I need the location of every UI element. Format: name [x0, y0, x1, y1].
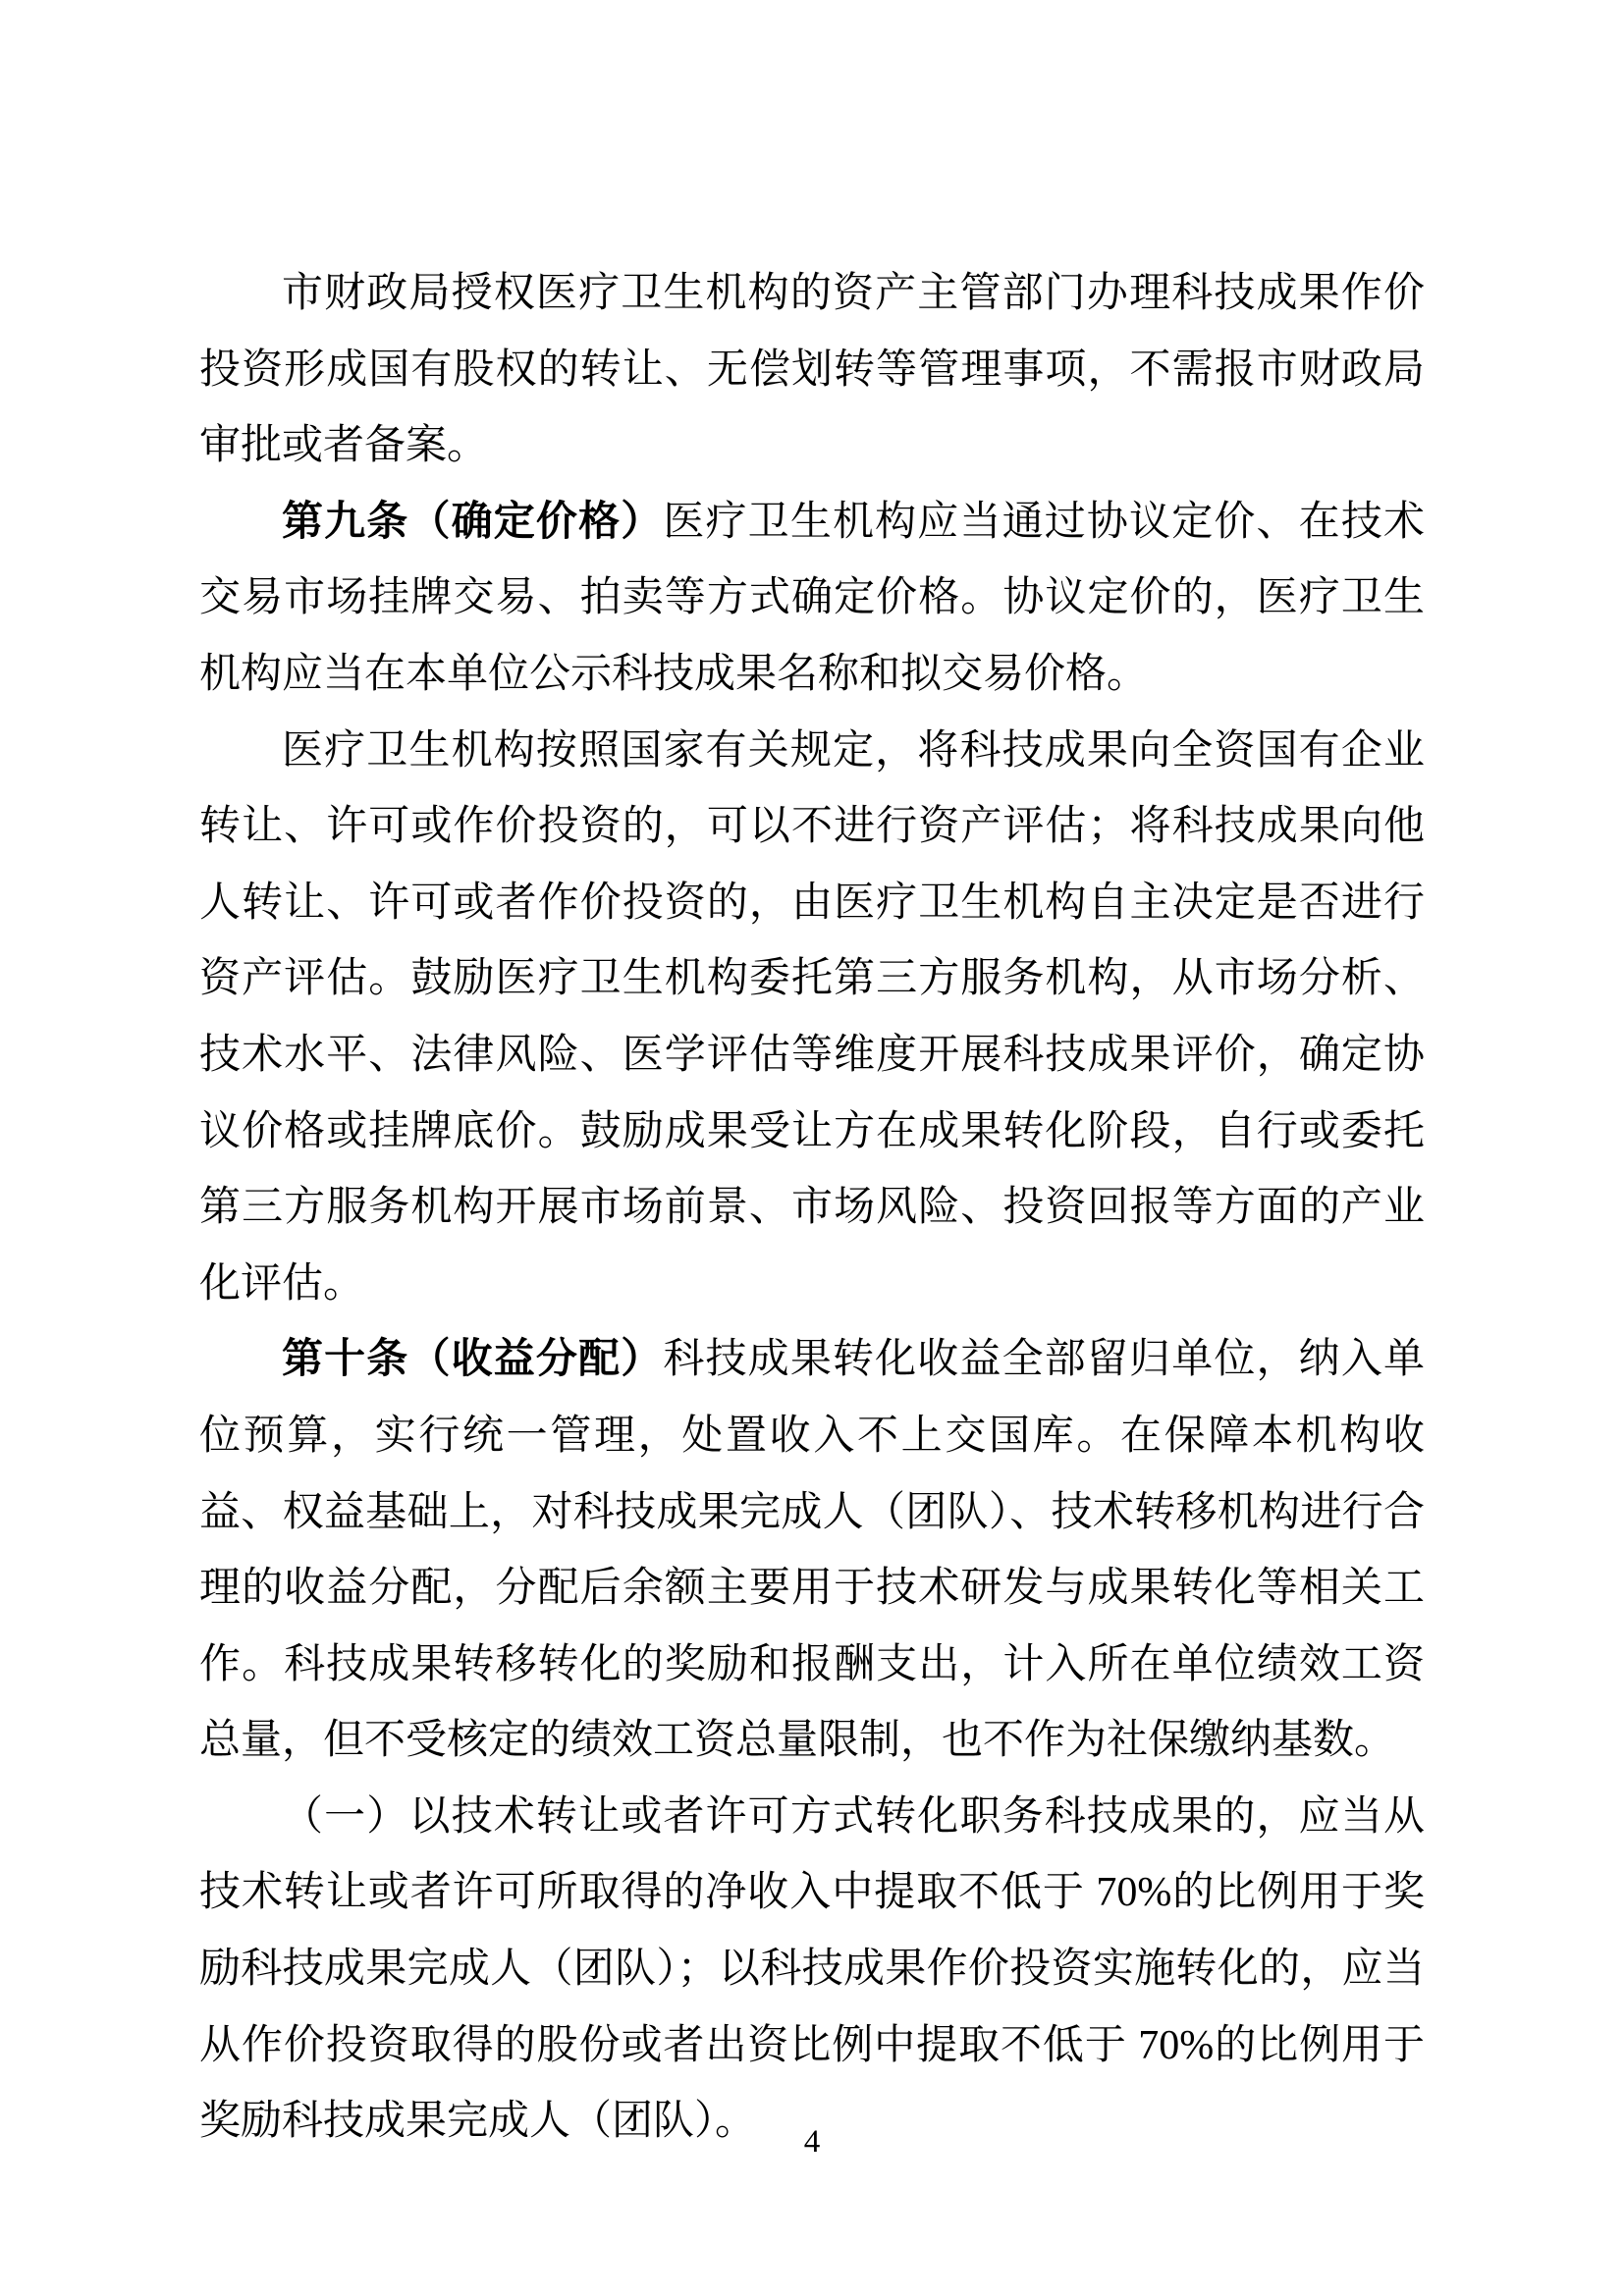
article-heading: 第十条（收益分配） — [282, 1337, 664, 1383]
document-body — [199, 256, 1425, 2161]
text-run: 科技成果转化收益全部留归单位，纳入单位预算，实行统一管理，处置收入不上交国库。在保障本机构收益、权益基础上，对科技成果完成人（团队）、技术转移机构进行合理的收益分配，分配后余额主要用于技术研发与成果转化等相关工作。科技成果转移转化的奖励和报酬支出，计入所在单位绩效工资总量，但不受核定的绩效工资总量限制，也不作为社保缴纳基数。 — [199, 1337, 1425, 1764]
page-number: 4 — [803, 2124, 821, 2160]
para-item-1-reward-ratio — [199, 1780, 1425, 2161]
para-finance-authorization — [199, 256, 1425, 485]
para-article-9-pricing — [199, 485, 1425, 714]
article-heading: 第九条（确定价格） — [282, 499, 664, 545]
text-run: 医疗卫生机构应当通过协议定价、在技术交易市场挂牌交易、拍卖等方式确定价格。协议定价的，医疗卫生机构应当在本单位公示科技成果名称和拟交易价格。 — [199, 499, 1425, 697]
para-article-10-income-distribution — [199, 1322, 1425, 1780]
text-run: （一）以技术转让或者许可方式转化职务科技成果的，应当从技术转让或者许可所取得的净收入中提取不低于 70%的比例用于奖励科技成果完成人（团队）；以科技成果作价投资实施转化的，应当从作价投资取得的股份或者出资比例中提取不低于 70%的比例用于奖励科技成果完成人（团队）。 — [199, 1793, 1425, 2145]
text-run: 市财政局授权医疗卫生机构的资产主管部门办理科技成果作价投资形成国有股权的转让、无偿划转等管理事项，不需报市财政局审批或者备案。 — [199, 271, 1425, 469]
text-run: 医疗卫生机构按照国家有关规定，将科技成果向全资国有企业转让、许可或作价投资的，可以不进行资产评估；将科技成果向他人转让、许可或者作价投资的，由医疗卫生机构自主决定是否进行资产评估。鼓励医疗卫生机构委托第三方服务机构，从市场分析、技术水平、法律风险、医学评估等维度开展科技成果评价，确定协议价格或挂牌底价。鼓励成果受让方在成果转化阶段，自行或委托第三方服务机构开展市场前景、市场风险、投资回报等方面的产业化评估。 — [199, 727, 1425, 1307]
para-asset-evaluation — [199, 714, 1425, 1323]
